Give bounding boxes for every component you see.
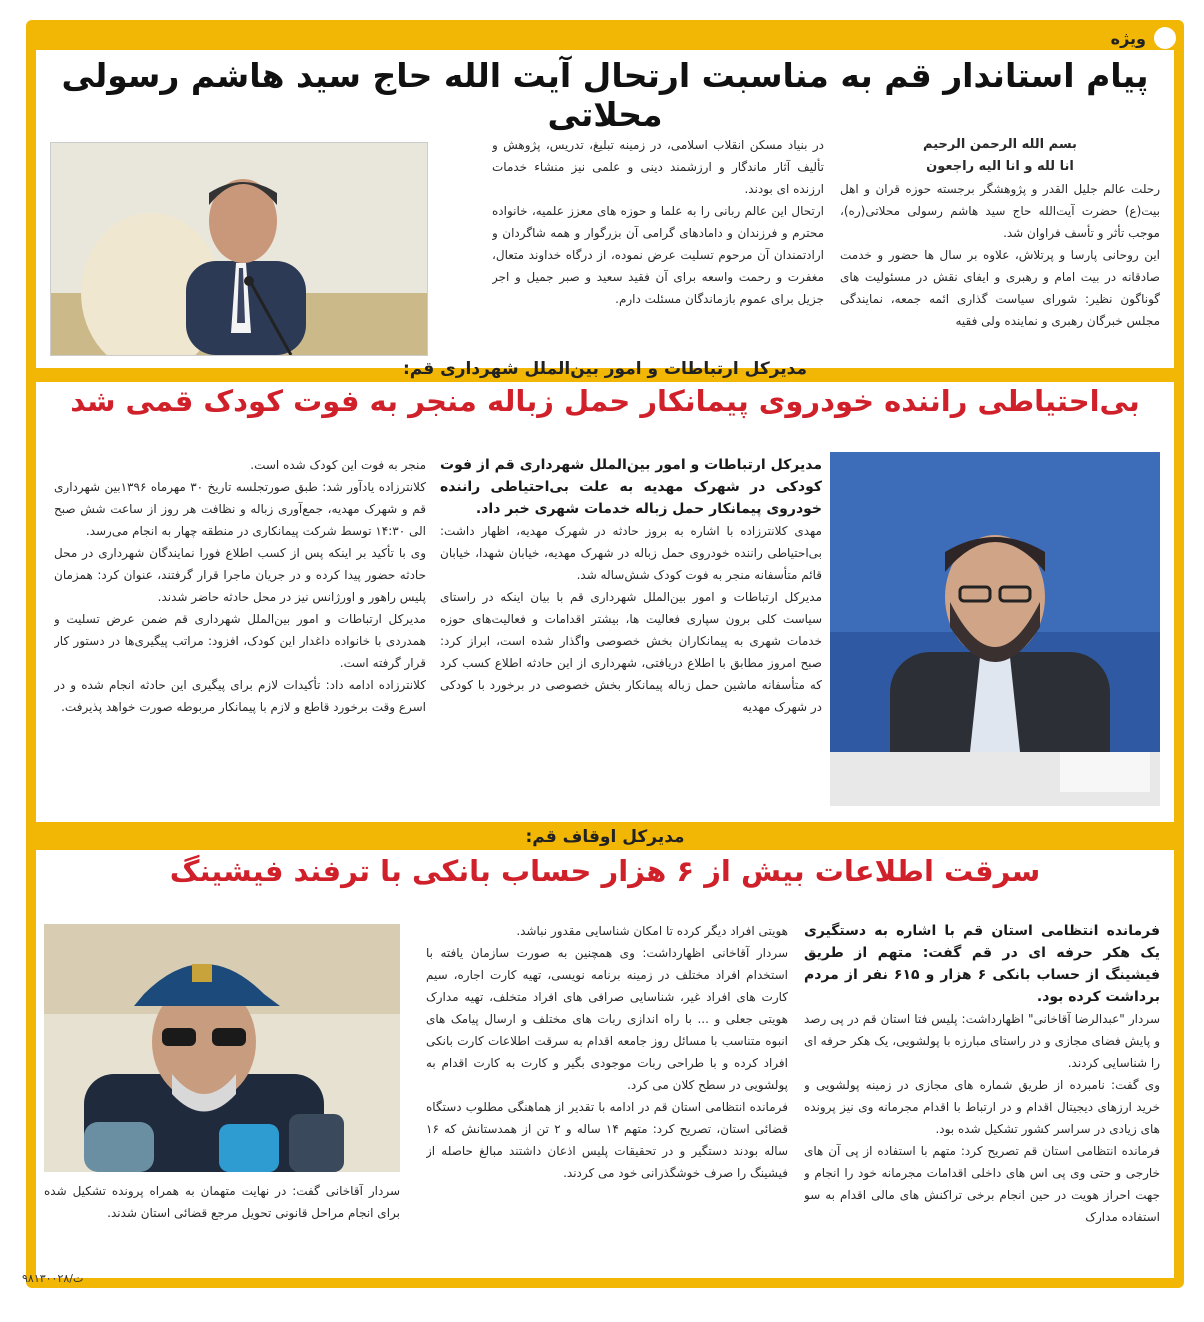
article-2 bbox=[36, 382, 1174, 822]
paragraph: مدیرکل ارتباطات و امور بین‌الملل شهرداری قم ضمن عرض تسلیت و همدردی با خانواده داغدار این کودک، افزود: مراتب پیگیری‌ها در دستور کار قرار گرفته است. bbox=[54, 612, 426, 670]
article-3-col-right bbox=[804, 920, 1160, 1272]
article-1-headline: پیام استاندار قم به مناسبت ارتحال آیت الله حاج سید هاشم رسولی محلاتی bbox=[61, 56, 1149, 134]
article-3-kicker: مدیرکل اوقاف قم: bbox=[525, 827, 685, 847]
paragraph: سردار آقاخانی گفت: در نهایت متهمان به همراه پرونده تشکیل شده برای انجام مراحل قانونی تحویل مرجع قضائی استان شدند. bbox=[44, 1184, 400, 1220]
paragraph: این روحانی پارسا و پرتلاش، علاوه بر سال ها حضور و خدمت صادقانه در بیت امام و رهبری و ایفای نقش در مسئولیت های گوناگون نظیر: شورای سیاست گذاری ائمه جمعه، نمایندگی مجلس خبرگان رهبری و نماینده ولی فقیه bbox=[840, 248, 1160, 328]
article-3-col-left bbox=[44, 1180, 400, 1272]
article-1 bbox=[36, 50, 1174, 368]
commander-photo bbox=[44, 924, 400, 1172]
innalillah: انا لله و انا الیه راجعون bbox=[926, 159, 1074, 174]
article-2-headline: بی‌احتیاطی راننده خودروی پیمانکار حمل زباله منجر به فوت کودک قمی شد bbox=[70, 384, 1140, 418]
paragraph: وی با تأکید بر اینکه پس از کسب اطلاع فورا نمایندگان شهرداری در محل حادثه حضور پیدا کرده و در جریان ماجرا قرار گرفتند، عنوان کرد: همزمان پلیس راهور و اورژانس نیز در محل حادثه حاضر شدند. bbox=[54, 546, 426, 604]
article-2-col-right bbox=[440, 454, 822, 816]
article-3 bbox=[36, 850, 1174, 1278]
page-frame bbox=[26, 20, 1184, 1288]
article-3-lead: فرمانده انتظامی استان قم با اشاره به دستگیری یک هکر حرفه ای در قم گفت: متهم از طریق فیشینگ از حساب بانکی ۶ هزار و ۶۱۵ نفر از مردم برداشت کرده بود. bbox=[804, 923, 1160, 1005]
article-3-col-mid bbox=[426, 920, 788, 1272]
paragraph: کلانترزاده یادآور شد: طبق صورتجلسه تاریخ ۳۰ مهرماه ۱۳۹۶بین شهرداری قم و شهرک مهدیه، جمع‌آوری زباله و نظافت هر روز از ساعت شش صبح الی ۱۴:۳۰ توسط شرکت پیمانکاری در منطقه چهار به انجام می‌رسد. bbox=[54, 480, 426, 538]
paragraph: فرمانده انتظامی استان قم در ادامه با تقدیر از هماهنگی مطلوب دستگاه قضائی استان، تصریح کرد: متهم ۱۴ ساله و ۲ تن از همدستانش که ۱۶ ساله بودند دستگیر و در تحقیقات پلیس اذعان داشتند مبالغ حاصله از فیشینگ را صرف خوشگذرانی خود می کردند. bbox=[426, 1100, 788, 1180]
circle-icon bbox=[1154, 27, 1176, 49]
paragraph: کلانترزاده ادامه داد: تأکیدات لازم برای پیگیری این حادثه انجام شده و در اسرع وقت برخورد قاطع و لازم با پیمانکار مربوطه صورت خواهد پذیرفت. bbox=[54, 678, 426, 714]
paragraph: ارتحال این عالم ربانی را به علما و حوزه های معزز علمیه، خانواده محترم و فرزندان و دامادهای گرامی آن بزرگوار و همه شاگردان و ارادتمندان آن مرحوم تسلیت عرض نموده، از درگاه خداوند متعال، مغفرت و رحمت واسعه برای آن فقید سعید و صبر جمیل و اجر جزیل برای عموم بازماندگان مسئلت دارم. bbox=[492, 204, 824, 306]
paragraph: فرمانده انتظامی استان قم تصریح کرد: متهم با استفاده از پی آن های خارجی و حتی وی پی اس های داخلی اقدامات مجرمانه خود را انجام و جهت احراز هویت در حین انجام برخی تراکنش های مالی اقدام به سو استفاده مدارک bbox=[804, 1144, 1160, 1224]
article-1-col-right bbox=[840, 134, 1160, 364]
paragraph: مدیرکل ارتباطات و امور بین‌الملل شهرداری قم با بیان اینکه در راستای سیاست کلی برون سپاری فعالیت ها، بیشتر اقدامات و فعالیت‌های حوزه خدمات شهری به پیمانکاران بخش خصوصی واگذار شده است، ابراز کرد: صبح امروز مطابق با اطلاع دریافتی، شهرداری از این حادثه اطلاع کسب کرد که متأسفانه ماشین حمل زباله پیمانکار بخش خصوصی در برخورد با کودکی در شهرک مهدیه bbox=[440, 590, 822, 714]
paragraph: رحلت عالم جلیل القدر و پژوهشگر برجسته حوزه قران و اهل بیت(ع) حضرت آیت‌الله حاج سید هاشم رسولی محلاتی(ره)، موجب تأثر و تأسف فراوان شد. bbox=[840, 182, 1160, 240]
paragraph: سردار آقاخانی اظهارداشت: وی همچنین به صورت سازمان یافته با استخدام افراد مختلف در زمینه برنامه نویسی، تهیه کارت اجاره، سیم کارت های افراد غیر، شناسایی صرافی های افراد متخلف، تهیه مدارک هویتی جعلی و ... با راه اندازی ربات های مختلف و ارسال پیامک های انبوه متناسب با مسائل روز جامعه اقدام به سرقت اطلاعات کارت بانکی افراد کرده و با طراحی ربات موجودی بگیر و کارت به کارت اقدام به پولشویی در سطح کلان می کرد. bbox=[426, 946, 788, 1092]
article-2-kicker: مدیرکل ارتباطات و امور بین‌الملل شهرداری قم: bbox=[402, 359, 808, 379]
section-tag bbox=[1111, 25, 1176, 51]
official-photo bbox=[830, 452, 1160, 806]
basmala: بسم الله الرحمن الرحیم bbox=[923, 137, 1077, 152]
paragraph: منجر به فوت این کودک شده است. bbox=[250, 458, 426, 472]
paragraph: مهدی کلانترزاده با اشاره به بروز حادثه در شهرک مهدیه، اظهار داشت: بی‌احتیاطی راننده خودروی حمل زباله در شهرک مهدیه، خیابان شهدا، خیابان قائم متأسفانه منجر به فوت کودک شش‌ساله شد. bbox=[440, 524, 822, 582]
governor-photo bbox=[50, 142, 428, 356]
paragraph: در بنیاد مسکن انقلاب اسلامی، در زمینه تبلیغ، تدریس، پژوهش و تألیف آثار ماندگار و ارزشمند دینی و علمی نیز منشاء خدمات ارزنده ای بودند. bbox=[492, 138, 824, 196]
article-2-col-left bbox=[54, 454, 426, 816]
paragraph: سردار "عبدالرضا آقاخانی" اظهارداشت: پلیس فتا استان قم در پی رصد و پایش فضای مجازی و در راستای مبارزه با پولشویی، یک هکر حرفه ای را شناسایی کردند. bbox=[804, 1012, 1160, 1070]
section-tag-label: ویژه bbox=[1110, 28, 1146, 48]
article-3-headline: سرقت اطلاعات بیش از ۶ هزار حساب بانکی با ترفند فیشینگ bbox=[169, 854, 1041, 888]
paragraph: هویتی افراد دیگر کرده تا امکان شناسایی مقدور نباشد. bbox=[516, 924, 788, 938]
paragraph: وی گفت: نامبرده از طریق شماره های مجازی در زمینه پولشویی و خرید ارزهای دیجیتال اقدام و در ارتباط با اقدام مجرمانه وی نیز پرونده های زیادی در سراسر کشور تشکیل شده بود. bbox=[804, 1078, 1160, 1136]
footer-code: ت/۹۸۱۳۰۰۲۸ bbox=[22, 1272, 84, 1285]
article-1-col-left bbox=[492, 134, 824, 364]
article-2-lead: مدیرکل ارتباطات و امور بین‌الملل شهرداری قم از فوت کودکی در شهرک مهدیه به علت بی‌احتیاطی راننده خودروی پیمانکار حمل زباله خدمات شهری خبر داد. bbox=[440, 457, 822, 517]
